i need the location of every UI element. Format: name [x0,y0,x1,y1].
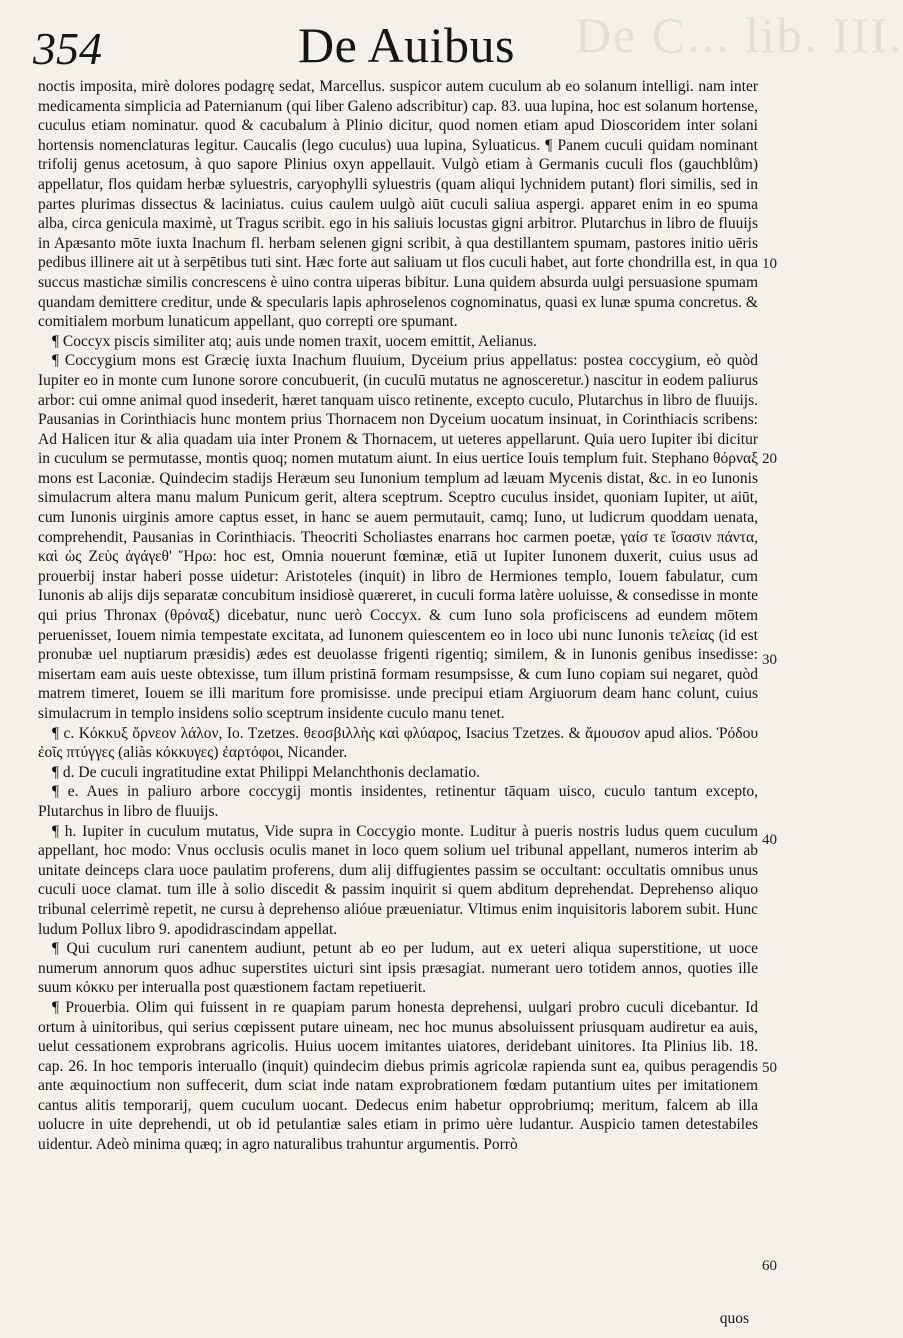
line-number: 50 [762,1060,777,1076]
line-number: 30 [762,652,777,668]
paragraph: ¶ d. De cuculi ingratitudine extat Philippi Melanchthonis declamatio. [52,763,481,781]
paragraph: ¶ c. Κόκκυξ ὄρνεον λάλον, Io. Tzetzes. θεοσβιλλὴς καὶ φλύαρος, Isacius Tzetzes. & ἄμουσον apud alios. Ῥόδου ἐοῖς πτύγγες (aliàs κόκκυγες) ἐαρτόφοι, Nicander. [38,724,758,762]
paragraph: ¶ Qui cuculum ruri canentem audiunt, petunt ab eo per ludum, aut ex ueteri aliqua superstitione, ut uoce numerum annorum quos adhuc superstites uicturi sint ipsis præsagiat. numerant uero totidem annos, quoties ille suum κόκκυ per interualla post quæstionem factam repetiuerit. [38,940,758,997]
line-number: 60 [762,1258,777,1274]
line-number: 40 [762,832,777,848]
show-through-title: De C... lib. III. [575,7,903,63]
paragraph: ¶ e. Aues in paliuro arbore coccygij montis insidentes, retinentur tāquam uisco, cuculo tantum excepto, Plutarchus in libro de fluuijs. [38,783,758,820]
line-number: 20 [762,451,777,467]
paragraph: ¶ Coccyx piscis similiter atq; auis unde nomen traxit, uocem emittit, Aelianus. [52,332,537,350]
text-body [38,77,758,1155]
paragraph: ¶ Coccygium mons est Græcię iuxta Inachum fluuium, Dyceium prius appellatus: postea coccygium, eò quòd Iupiter eo in monte cum Iunone sorore concubuerit, (in cuculū mutatus ne agnosceretur.) nascitur in eodem paliurus arbor: cui omne animal quod insederit, hæret tanquam uisco retinente, excepto cuculo, Plutarchus in libro de fluuijs. Pausanias in Corinthiacis hunc montem prius Thornacem non Dyceium uocatum insinuat, in Corinthiacis scribens: Ad Halicen itur & alia quadam uia inter Pronem & Thornacem, ut ueteres appellarunt. Quia uero Iupiter ibi dicitur in cuculum se permutasse, montis quoq; nomen mutatum aiunt. In eius uertice Iouis templum fuit. Stephano θόρναξ mons est Laconiæ. Quindecim stadijs Heræum seu Iunonium templum ad læuam Mycenis distat, &c. in eo Iunonis simulacrum altera manu malum Punicum gerit, altera sceptrum. Sceptro cuculus insidet, quoniam Iupiter, ut aiūt, cum Iunonis uirginis amore captus esset, in hanc se auem permutauit, camq; Iuno, ut ludicrum quoddam uenata, comprehendit, Pausanias in Corinthiacis. Theocriti Scholiastes enarrans hoc carmen poetæ, γαίσ τε ἴσασιν πάντα, καὶ ὡς Ζεὺς ἀγάγεθ' Ἥρω: hoc est, Omnia nouerunt fœminæ, etiā ut Iupiter Iunonem duxerit, cuius usus ad prouerbij instar haberi posse uidetur: Aristoteles (inquit) in libro de Hermiones templo, Iouem fabulatur, cum Iunonis ab alijs dijs separatæ concubitum insidiosè quæreret, in cuculi forma latère uoluisse, & consedisse in monte qui prius Thronax (θρόναξ) dicebatur, nunc uerò Coccyx. & cum Iuno sola proficiscens ad eundem mōtem peruenisset, Iouem nimia tempestate excitata, ad Iunonem quiescentem eo in loco ubi nunc Iunonis τελείας (id est pronubæ uel nuptiarum præsidis) ædes est deuolasse frigenti rigentiq; similem, & in Iunonis genibus insedisse: misertam eam auis ueste obtexisse, tum illum pristinā formam resumpsisse, & cum Iuno copiam sui negaret, quòd matrem timeret, Iouem se illi maritum fore promisisse. unde precipui etiam Argiuorum deam hanc colunt, cuius simulacrum in templo insidens solio sceptrum insidente cuculo manu tenet. [38,352,758,722]
paragraph: noctis imposita, mirè dolores podagrę sedat, Marcellus. suspicor autem cuculum ab eo solanum intelligi. nam inter medicamenta simplicia ad Paternianum (qui liber Galeno adscribitur) cap. 83. uua lupina, hoc est solanum hortense, cuculus etiam nominatur. quod & cacubalum à Plinio dicitur, quod nomen etiam apud Dioscoridem inter solani hortensis nomenclaturas legitur. Caucalis (lego cuculus) uua lupina, Syluaticus. ¶ Panem cuculi quidam nominant trifolij genus acetosum, à quo sapore Plinius oxyn appellauit. Vulgò etiam à Germanis cuculi flos (gauchblům) appellatur, flos quidam herbæ syluestris, caryophylli syluestris (quam aliqui lychnidem putant) flori similis, sed in partes plurimas dissectus & laciniatus. cuius caulem uulgò aiūt cuculi saliua aspergi. apparet enim in eo spuma alba, circa genicula maximè, ut Tragus scribit. ego in his saliuis locustas gigni arbitror. Plutarchus in libro de fluuijs in Apæsanto mōte iuxta Inachum fl. herbam selenen gigni scribit, à qua destillantem spumam, pastores initio uēris pedibus illinere ait ut à serpētibus tuti sint. Hæc forte aut saliuam ut flos cuculi habet, aut forte chondrilla est, in qua succus mastichæ similis concrescens è uino contra uiperas bibitur. Luna quidem absurda uulgi persuasione spumam quandam demittere creditur, unde & specularis lapis aphroselenos cognominatus, quasi ex lunæ spuma concretus. & comitialem morbum lunaticum appellant, quo correpti ore spumant. [38,78,758,331]
running-title: De Auibus [298,17,515,73]
line-number: 10 [762,256,777,272]
paragraph: ¶ Prouerbia. Olim qui fuissent in re quapiam parum honesta deprehensi, uulgari probro cuculi dicebantur. Id ortum à uinitoribus, qui serius cœpissent putare uineam, nec hoc munus absoluissent priusquam audiretur ea auis, uelut cessationem exprobrans agricolis. Huius uocem imitantes uiatores, deridebant uinitores. Ita Plinius lib. 18. cap. 26. In hoc temporis interuallo (inquit) quindecim diebus primis agricolæ rapienda sunt ea, quibus peragendis ante æquinoctium non suffecerit, dum sciat inde natam exprobrationem fœdam putantium uites per imitationem cantus alitis temporarij, quem cuculum uocant. Dedecus enim habetur opprobriumq; meritum, falcem ab illa uolucre in uite deprehendi, ut ob id petulantiæ sales etiam in primo uère ludantur. Auspicio tamen detestabiles uidentur. Adeò minima quæq; in agro naturalibus trahuntur argumentis. Porrò [38,998,758,1154]
catchword: quos [719,1310,749,1327]
paragraph: ¶ h. Iupiter in cuculum mutatus, Vide supra in Coccygio monte. Luditur à pueris nostris ludus quem cuculum appellant, hoc modo: Vnus occlusis oculis manet in loco quem solium uel tribunal appellant, numeros interim ab unitate deinceps clara uoce paulatim proferens, dum alij diffugientes passim se occultant: occultatis omnibus unus cuculi uoce clamat. tum ille à solio discedit & passim inquirit si quem abditum deprehendat. Deprehenso aliquo tribunal celerrimè repetit, ne cursu à deprehenso alióue præueniatur. Vltimus enim inquisitoris laborem subit. Hunc ludum Pollux libro 9. apodidrascindam appellat. [38,822,758,938]
page-number: 354 [33,23,102,74]
